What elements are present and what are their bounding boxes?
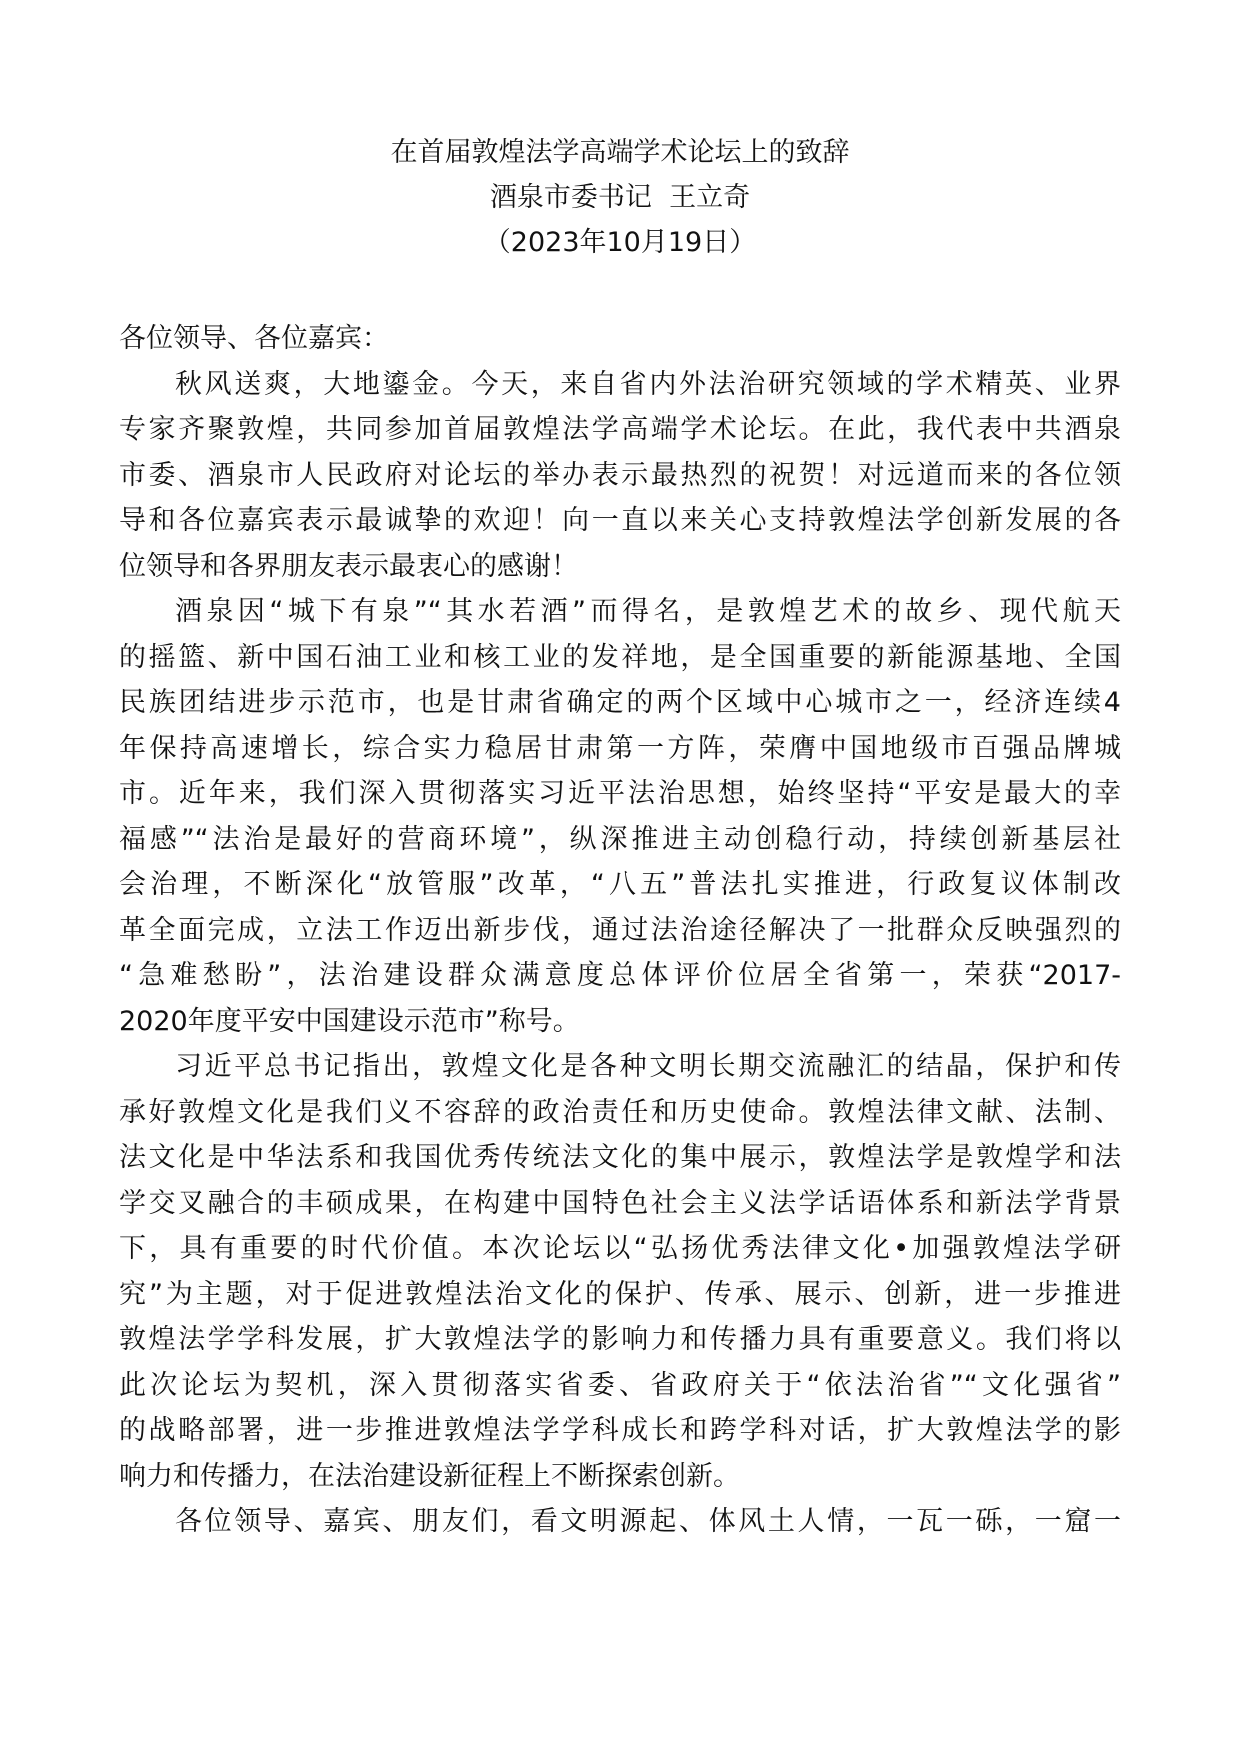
salutation: 各位领导、各位嘉宾： (119, 323, 389, 354)
paragraph-line: 酒泉因“城下有泉”“其水若酒”而得名，是敦煌艺术的故乡、现代航天 (175, 596, 1121, 627)
author-line: 酒泉市委书记 王立奇 (489, 182, 751, 213)
paragraph-line: 响力和传播力，在法治建设新征程上不断探索创新。 (119, 1460, 740, 1492)
date-line: （2023年10月19日） (483, 227, 757, 258)
document-title: 在首届敦煌法学高端学术论坛上的致辞 (390, 137, 850, 168)
paragraph-line: 的摇篮、新中国石油工业和核工业的发祥地，是全国重要的新能源基地、全国 (119, 641, 1121, 673)
paragraph-line: 下，具有重要的时代价值。本次论坛以“弘扬优秀法律文化•加强敦煌法学研 (119, 1233, 1121, 1264)
paragraph-2 (119, 589, 1121, 1044)
paragraph-line: 2020年度平安中国建设示范市”称号。 (119, 1005, 580, 1037)
paragraph-line: 承好敦煌文化是我们义不容辞的政治责任和历史使命。敦煌法律文献、法制、 (119, 1096, 1121, 1128)
paragraph-line: 福感”“法治是最好的营商环境”，纵深推进主动创稳行动，持续创新基层社 (119, 823, 1121, 855)
paragraph-line: 各位领导、嘉宾、朋友们，看文明源起、体风土人情，一瓦一砾，一窟一 (175, 1506, 1121, 1537)
paragraph-line: 位领导和各界朋友表示最衷心的感谢！ (119, 550, 578, 582)
paragraph-line: 革全面完成，立法工作迈出新步伐，通过法治途径解决了一批群众反映强烈的 (119, 914, 1121, 946)
paragraph-line: 会治理，不断深化“放管服”改革，“八五”普法扎实推进，行政复议体制改 (119, 869, 1121, 900)
paragraph-line: 此次论坛为契机，深入贯彻落实省委、省政府关于“依法治省”“文化强省” (119, 1369, 1121, 1401)
paragraph-3 (119, 1044, 1121, 1499)
paragraph-line: 究”为主题，对于促进敦煌法治文化的保护、传承、展示、创新，进一步推进 (119, 1278, 1121, 1310)
paragraph-1 (119, 362, 1121, 590)
paragraph-line: 法文化是中华法系和我国优秀传统法文化的集中展示，敦煌法学是敦煌学和法 (119, 1142, 1121, 1173)
paragraph-line: 学交叉融合的丰硕成果，在构建中国特色社会主义法学话语体系和新法学背景 (119, 1187, 1121, 1219)
paragraph-4 (119, 1499, 1121, 1545)
paragraph-line: “急难愁盼”，法治建设群众满意度总体评价位居全省第一，荣获“2017- (119, 960, 1121, 991)
paragraph-line: 年保持高速增长，综合实力稳居甘肃第一方阵，荣膺中国地级市百强品牌城 (119, 732, 1121, 764)
paragraph-line: 民族团结进步示范市，也是甘肃省确定的两个区域中心城市之一，经济连续4 (119, 687, 1121, 718)
paragraph-line: 专家齐聚敦煌，共同参加首届敦煌法学高端学术论坛。在此，我代表中共酒泉 (119, 414, 1121, 445)
paragraph-line: 导和各位嘉宾表示最诚挚的欢迎！向一直以来关心支持敦煌法学创新发展的各 (119, 505, 1121, 536)
paragraph-line: 市委、酒泉市人民政府对论坛的举办表示最热烈的祝贺！对远道而来的各位领 (119, 459, 1121, 491)
document-body (119, 316, 1121, 1545)
paragraph-line: 市。近年来，我们深入贯彻落实习近平法治思想，始终坚持“平安是最大的幸 (119, 778, 1121, 809)
paragraph-line: 习近平总书记指出，敦煌文化是各种文明长期交流融汇的结晶，保护和传 (175, 1051, 1121, 1082)
paragraph-line: 秋风送爽，大地鎏金。今天，来自省内外法治研究领域的学术精英、业界 (175, 368, 1121, 400)
paragraph-line: 敦煌法学学科发展，扩大敦煌法学的影响力和传播力具有重要意义。我们将以 (119, 1324, 1121, 1355)
paragraph-line: 的战略部署，进一步推进敦煌法学学科成长和跨学科对话，扩大敦煌法学的影 (119, 1415, 1121, 1446)
document-header (0, 130, 1240, 265)
